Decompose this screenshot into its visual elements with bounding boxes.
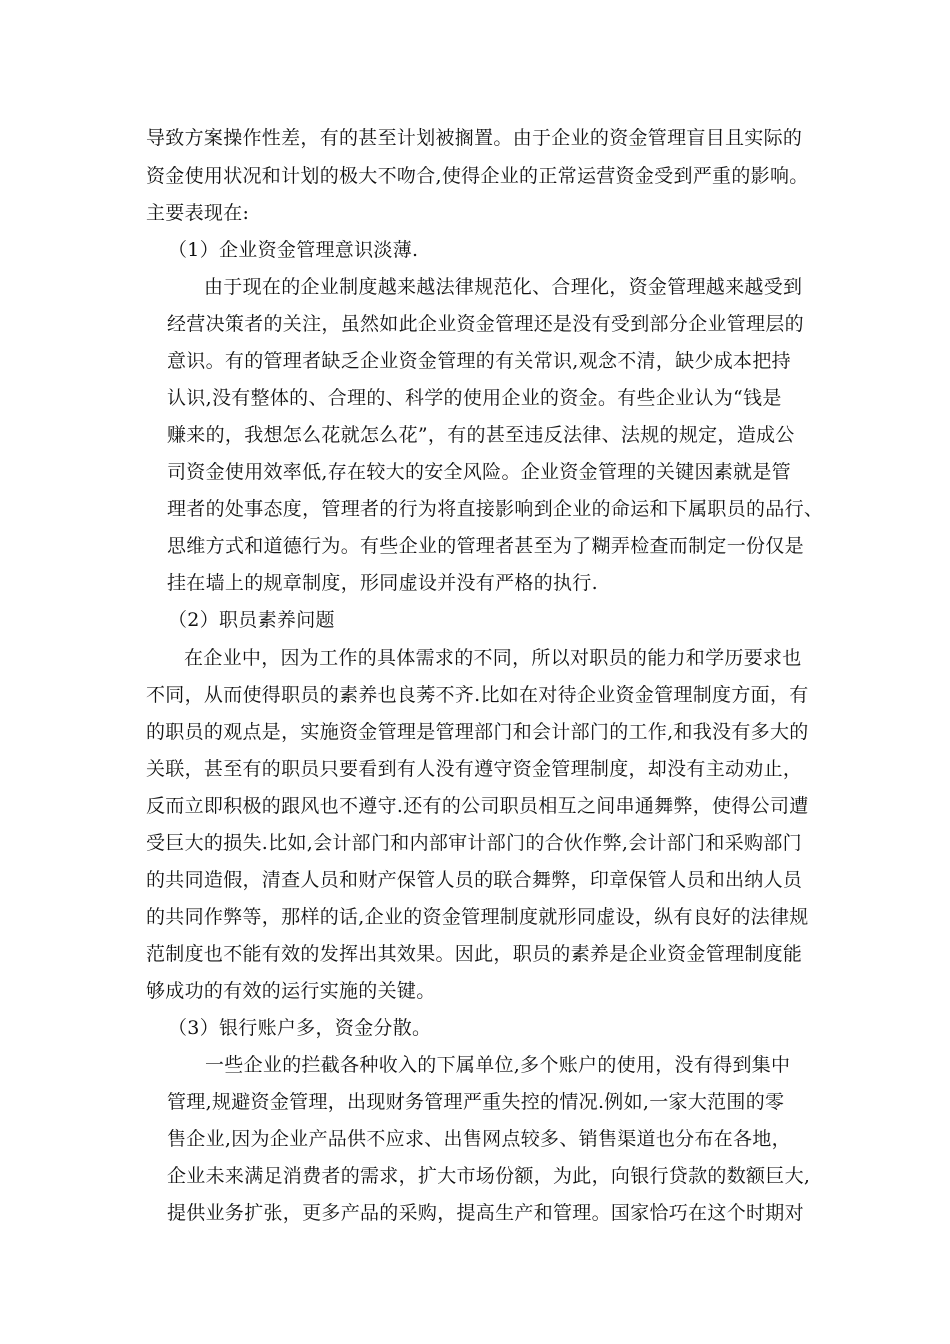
text-line: 的共同造假，清查人员和财产保管人员的联合舞弊，印章保管人员和出纳人员 [146,869,803,891]
text-line: 关联，甚至有的职员只要看到有人没有遵守资金管理制度，却没有主动劝止， [146,758,803,780]
text-line: 主要表现在: [146,202,250,224]
text-line: 受巨大的损失.比如,会计部门和内部审计部门的合伙作弊,会计部门和采购部门 [146,832,802,854]
text-line: 在企业中，因为工作的具体需求的不同，所以对职员的能力和学历要求也 [184,647,802,669]
section-heading: （3）银行账户多，资金分散。 [168,1017,432,1039]
text-line: 资金使用状况和计划的极大不吻合,使得企业的正常运营资金受到严重的影响。 [146,165,809,187]
text-line: 范制度也不能有效的发挥出其效果。因此，职员的素养是企业资金管理制度能 [146,943,803,965]
text-line: 由于现在的企业制度越来越法律规范化、合理化，资金管理越来越受到 [204,276,803,298]
text-line: 司资金使用效率低,存在较大的安全风险。企业资金管理的关键因素就是管 [167,461,791,483]
text-line: 挂在墙上的规章制度，形同虚设并没有严格的执行. [167,572,598,594]
text-line: 售企业,因为企业产品供不应求、出售网点较多、销售渠道也分布在各地， [167,1128,791,1150]
text-line: 一些企业的拦截各种收入的下属单位,多个账户的使用，没有得到集中 [205,1054,791,1076]
text-line: 够成功的有效的运行实施的关键。 [146,980,436,1002]
section-heading: （1）企业资金管理意识淡薄. [168,239,419,261]
text-line: 的共同作弊等，那样的话,企业的资金管理制度就形同虚设，纵有良好的法律规 [146,906,809,928]
text-line: 意识。有的管理者缺乏企业资金管理的有关常识,观念不清，缺少成本把持 [167,350,791,372]
text-line: 反而立即积极的跟风也不遵守.还有的公司职员相互之间串通舞弊，使得公司遭 [146,795,809,817]
section-heading: （2）职员素养问题 [168,609,335,631]
text-line: 认识,没有整体的、合理的、科学的使用企业的资金。有些企业认为“钱是 [167,387,782,409]
text-line: 导致方案操作性差，有的甚至计划被搁置。由于企业的资金管理盲目且实际的 [146,127,803,149]
text-line: 经营决策者的关注，虽然如此企业资金管理还是没有受到部分企业管理层的 [167,313,804,335]
text-line: 企业未来满足消费者的需求，扩大市场份额，为此，向银行贷款的数额巨大, [167,1165,811,1187]
text-line: 赚来的，我想怎么花就怎么花”，有的甚至违反法律、法规的规定，造成公 [167,424,795,446]
text-line: 思维方式和道德行为。有些企业的管理者甚至为了糊弄检查而制定一份仅是 [167,535,804,557]
text-line: 提供业务扩张，更多产品的采购，提高生产和管理。国家恰巧在这个时期对 [167,1202,804,1224]
text-line: 的职员的观点是，实施资金管理是管理部门和会计部门的工作,和我没有多大的 [146,721,809,743]
text-line: 管理,规避资金管理，出现财务管理严重失控的情况.例如,一家大范围的零 [167,1091,785,1113]
text-line: 理者的处事态度，管理者的行为将直接影响到企业的命运和下属职员的品行、 [167,498,824,520]
text-line: 不同，从而使得职员的素养也良莠不齐.比如在对待企业资金管理制度方面，有 [146,684,809,706]
